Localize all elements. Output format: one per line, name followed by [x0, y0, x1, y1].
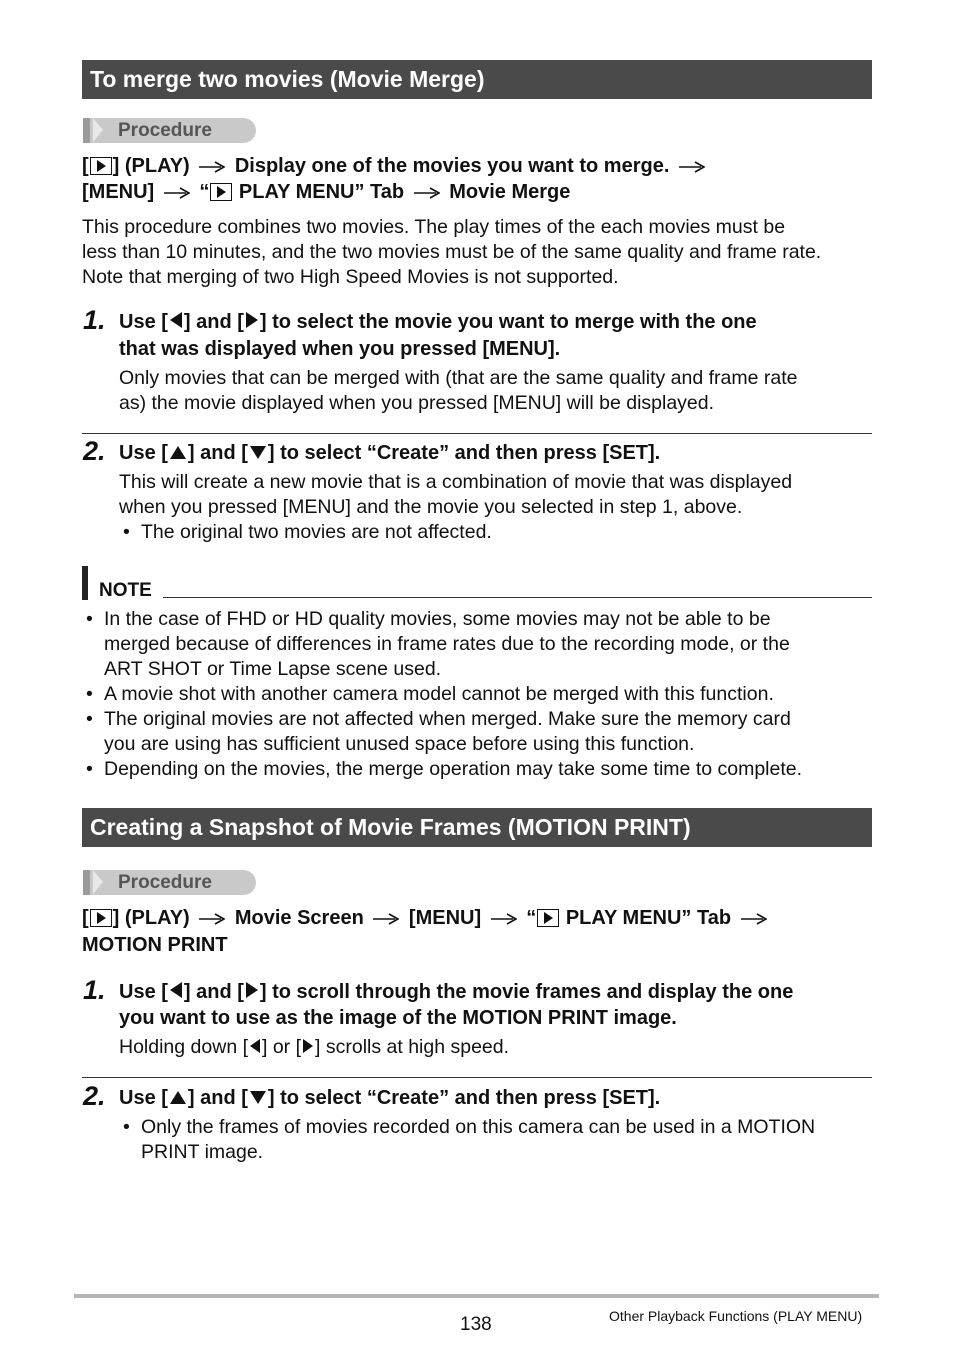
note-rule	[163, 597, 872, 598]
bullet-text: PRINT image.	[141, 1141, 264, 1163]
procedure-badge	[83, 870, 256, 895]
down-button-icon	[250, 1091, 266, 1104]
step-number: 2.	[83, 1081, 106, 1111]
up-button-icon	[170, 1091, 186, 1104]
note-text: you are using has sufficient unused space before using this function.	[104, 733, 695, 755]
procedure-label: Procedure	[118, 872, 212, 893]
play-icon	[90, 909, 112, 927]
intro-line: This procedure combines two movies. The play times of the each movies must be	[82, 216, 786, 238]
section-title-motion-print: Creating a Snapshot of Movie Frames (MOTION PRINT)	[82, 808, 872, 847]
bullet-text: The original two movies are not affected.	[141, 521, 492, 543]
right-button-icon	[303, 1039, 313, 1053]
step-number: 1.	[83, 305, 106, 335]
page-number: 138	[460, 1314, 492, 1335]
procedure-path-line2: MOTION PRINT	[82, 934, 228, 956]
procedure-path-line2: [MENU] “ PLAY MENU” Tab Movie Merge	[82, 181, 571, 203]
arrow-right-icon	[373, 913, 399, 925]
right-button-icon	[246, 982, 258, 998]
step-description: This will create a new movie that is a combination of movie that was displayed	[119, 471, 793, 493]
section-title-movie-merge: To merge two movies (Movie Merge)	[82, 60, 872, 99]
bullet-text: Only the frames of movies recorded on this camera can be used in a MOTION	[141, 1116, 816, 1138]
intro-line: Note that merging of two High Speed Movies is not supported.	[82, 266, 619, 288]
play-icon	[537, 909, 559, 927]
bullet-dot: •	[86, 608, 93, 630]
note-text: A movie shot with another camera model cannot be merged with this function.	[104, 683, 774, 705]
step-description: Only movies that can be merged with (that are the same quality and frame rate	[119, 367, 798, 389]
step-description: as) the movie displayed when you pressed [MENU] will be displayed.	[119, 392, 715, 414]
procedure-label: Procedure	[118, 120, 212, 141]
arrow-right-icon	[164, 187, 190, 199]
note-marker	[82, 566, 88, 600]
left-button-icon	[170, 312, 182, 328]
bullet-dot: •	[86, 758, 93, 780]
bullet-dot: •	[86, 683, 93, 705]
arrow-right-icon	[491, 913, 517, 925]
note-text: The original movies are not affected when merged. Make sure the memory card	[104, 708, 791, 730]
arrow-right-icon	[414, 187, 440, 199]
step-number: 1.	[83, 975, 106, 1005]
note-text: merged because of differences in frame rates due to the recording mode, or the	[104, 633, 790, 655]
down-button-icon	[250, 446, 266, 459]
note-label: NOTE	[99, 580, 152, 601]
divider	[82, 433, 872, 434]
procedure-path-line1: [ ] (PLAY) Movie Screen [MENU] “ PLAY MENU” Tab	[82, 907, 771, 930]
step-instruction: you want to use as the image of the MOTION PRINT image.	[119, 1007, 677, 1029]
bullet-dot: •	[123, 521, 130, 543]
arrow-right-icon	[199, 913, 225, 925]
right-button-icon	[246, 312, 258, 328]
procedure-badge	[83, 118, 256, 143]
step-description: when you pressed [MENU] and the movie you selected in step 1, above.	[119, 496, 743, 518]
note-text: In the case of FHD or HD quality movies, some movies may not be able to be	[104, 608, 771, 630]
footer-rule	[74, 1294, 879, 1298]
bullet-dot: •	[86, 708, 93, 730]
footer-section-name: Other Playback Functions (PLAY MENU)	[609, 1308, 863, 1324]
step-instruction: Use [ ] and [ ] to select “Create” and then press [SET].	[119, 442, 661, 464]
arrow-right-icon	[199, 161, 225, 173]
step-description: Holding down [ ] or [ ] scrolls at high speed.	[119, 1036, 510, 1058]
step-instruction: Use [ ] and [ ] to select the movie you want to merge with the one	[119, 311, 757, 333]
bullet-dot: •	[123, 1116, 130, 1138]
left-button-icon	[250, 1039, 260, 1053]
left-button-icon	[170, 982, 182, 998]
divider	[82, 1077, 872, 1078]
intro-line: less than 10 minutes, and the two movies must be of the same quality and frame rate.	[82, 241, 822, 263]
note-text: ART SHOT or Time Lapse scene used.	[104, 658, 442, 680]
arrow-right-icon	[679, 161, 705, 173]
arrow-right-icon	[741, 913, 767, 925]
step-instruction: Use [ ] and [ ] to select “Create” and then press [SET].	[119, 1087, 661, 1109]
up-button-icon	[170, 446, 186, 459]
note-text: Depending on the movies, the merge operation may take some time to complete.	[104, 758, 803, 780]
procedure-path-line1: [ ] (PLAY) Display one of the movies you want to merge.	[82, 155, 709, 178]
step-number: 2.	[83, 436, 106, 466]
play-icon	[90, 157, 112, 175]
play-icon	[210, 183, 232, 201]
step-instruction: that was displayed when you pressed [MENU].	[119, 338, 561, 360]
step-instruction: Use [ ] and [ ] to scroll through the movie frames and display the one	[119, 981, 794, 1003]
